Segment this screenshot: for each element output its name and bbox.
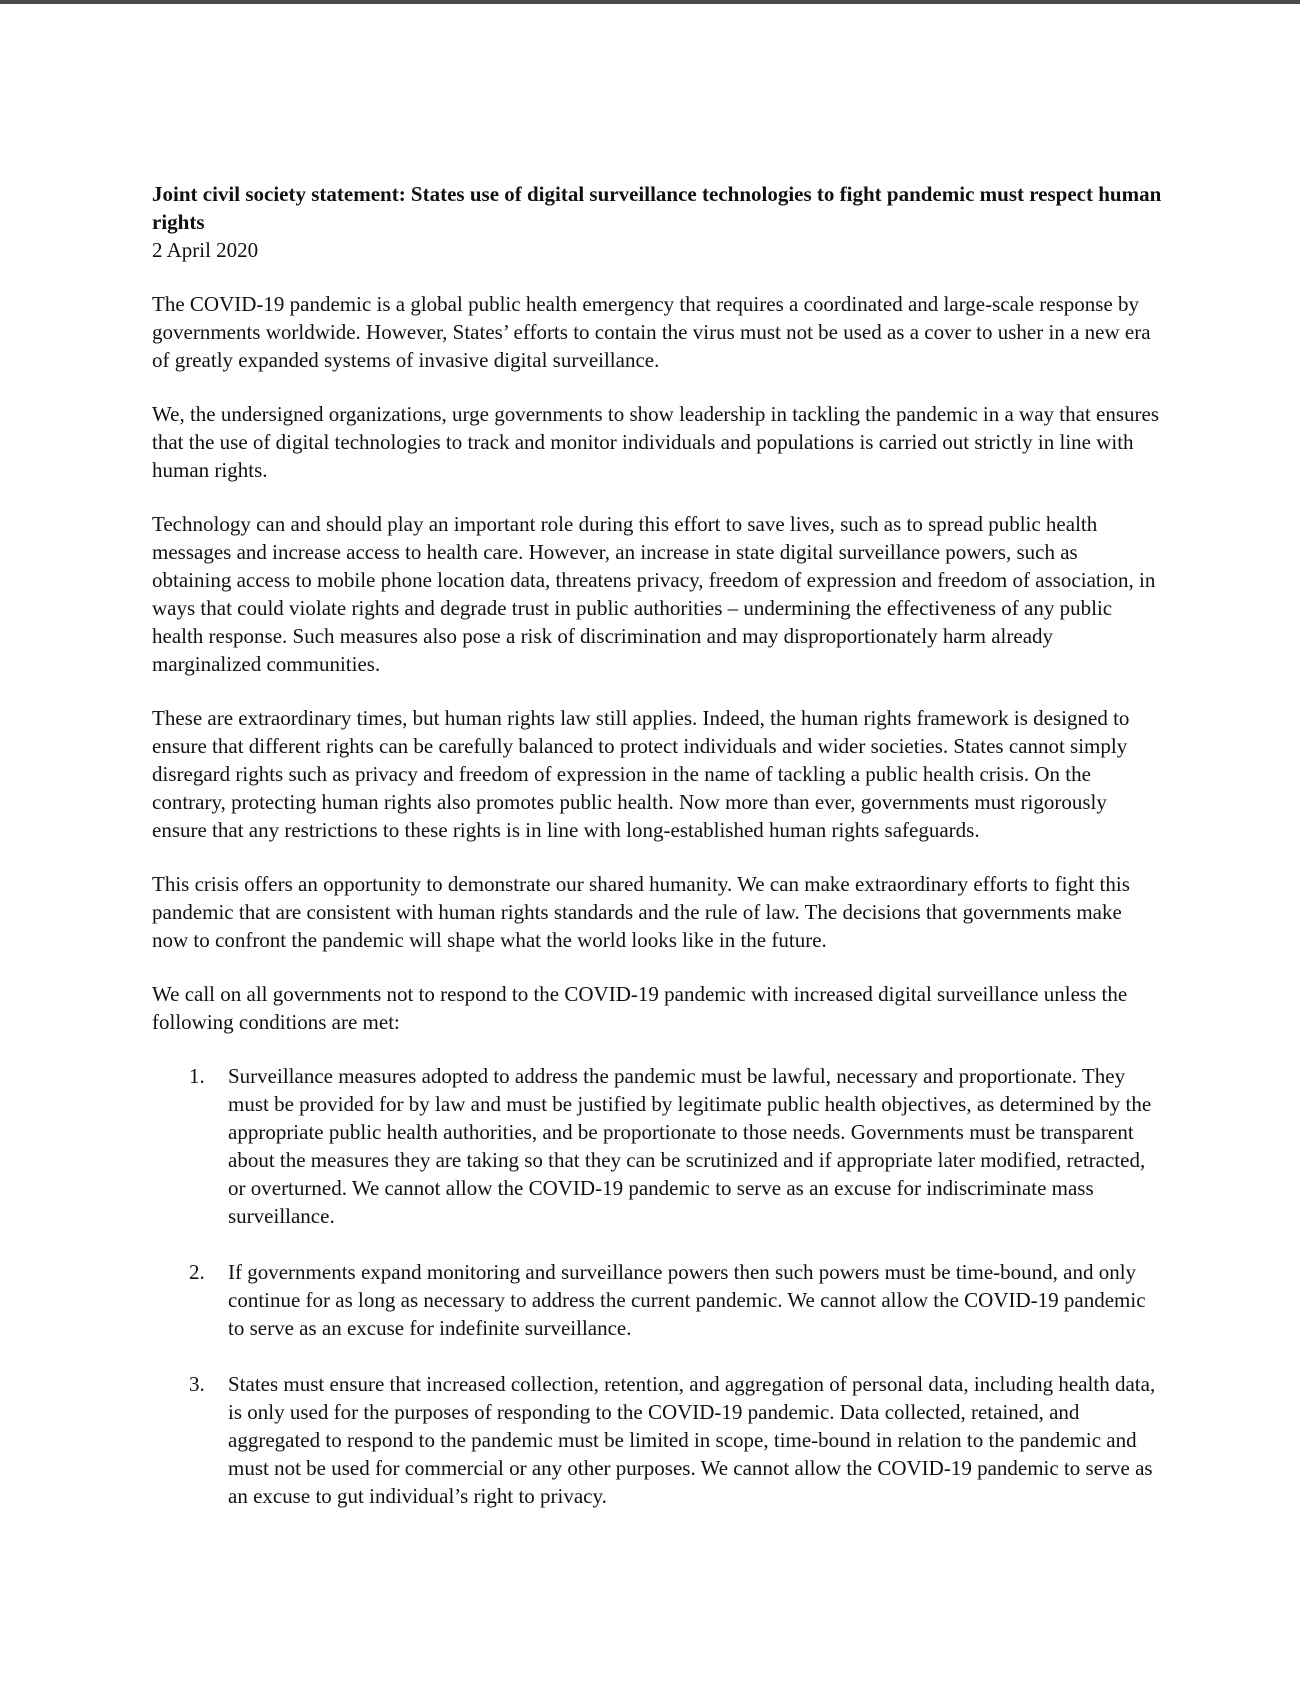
condition-item-1 [152,1062,1162,1230]
document-page [152,180,1162,1538]
document-title: Joint civil society statement: States use of digital surveillance technologies to fight pandemic must respect human rights [152,182,1162,234]
paragraph-human-rights-law: These are extraordinary times, but human rights law still applies. Indeed, the human rights framework is designed to ensure that different rights can be carefully balanced to protect individuals and wider societies. States cannot simply disregard rights such as privacy and freedom of expression in the name of tackling a public health crisis. On the contrary, protecting human rights also promotes public health. Now more than ever, governments must rigorously ensure that any restrictions to these rights is in line with long-established human rights safeguards. [152,706,1130,842]
condition-text: If governments expand monitoring and surveillance powers then such powers must be time-bound, and only continue for as long as necessary to address the current pandemic. We cannot allow the COVID-19 pandemic to serve as an excuse for indefinite surveillance. [228,1260,1146,1340]
condition-number: 1. [189,1064,205,1088]
paragraph-undersigned: We, the undersigned organizations, urge governments to show leadership in tackling the pandemic in a way that ensures that the use of digital technologies to track and monitor individuals and populations is carried out strictly in line with human rights. [152,402,1160,482]
paragraph-intro: The COVID-19 pandemic is a global public health emergency that requires a coordinated and large-scale response by governments worldwide. However, States’ efforts to contain the virus must not be used as a cover to usher in a new era of greatly expanded systems of invasive digital surveillance. [152,292,1151,372]
paragraph-shared-humanity: This crisis offers an opportunity to demonstrate our shared humanity. We can make extraordinary efforts to fight this pandemic that are consistent with human rights standards and the rule of law. The decisions that governments make now to confront the pandemic will shape what the world looks like in the future. [152,872,1130,952]
paragraph-call-to-governments: We call on all governments not to respond to the COVID-19 pandemic with increased digital surveillance unless the following conditions are met: [152,982,1128,1034]
document-date: 2 April 2020 [152,238,259,262]
window-top-border [0,0,1300,4]
condition-item-3 [152,1370,1162,1510]
condition-text: States must ensure that increased collection, retention, and aggregation of personal data, including health data, is only used for the purposes of responding to the COVID-19 pandemic. Data collected, retained, and aggregated to respond to the pandemic must be limited in scope, time-bound in relation to the pandemic and must not be used for commercial or any other purposes. We cannot allow the COVID-19 pandemic to serve as an excuse to gut individual’s right to privacy. [228,1372,1156,1508]
condition-text: Surveillance measures adopted to address the pandemic must be lawful, necessary and proportionate. They must be provided for by law and must be justified by legitimate public health objectives, as determined by the appropriate public health authorities, and be proportionate to those needs. Governments must be transparent about the measures they are taking so that they can be scrutinized and if appropriate later modified, retracted, or overturned. We cannot allow the COVID-19 pandemic to serve as an excuse for indiscriminate mass surveillance. [228,1064,1152,1228]
condition-number: 2. [189,1260,205,1284]
condition-number: 3. [189,1372,205,1396]
paragraph-technology: Technology can and should play an important role during this effort to save lives, such as to spread public health messages and increase access to health care. However, an increase in state digital surveillance powers, such as obtaining access to mobile phone location data, threatens privacy, freedom of expression and freedom of association, in ways that could violate rights and degrade trust in public authorities – undermining the effectiveness of any public health response. Such measures also pose a risk of discrimination and may disproportionately harm already marginalized communities. [152,512,1156,676]
condition-item-2 [152,1258,1162,1342]
conditions-list [152,1062,1162,1510]
